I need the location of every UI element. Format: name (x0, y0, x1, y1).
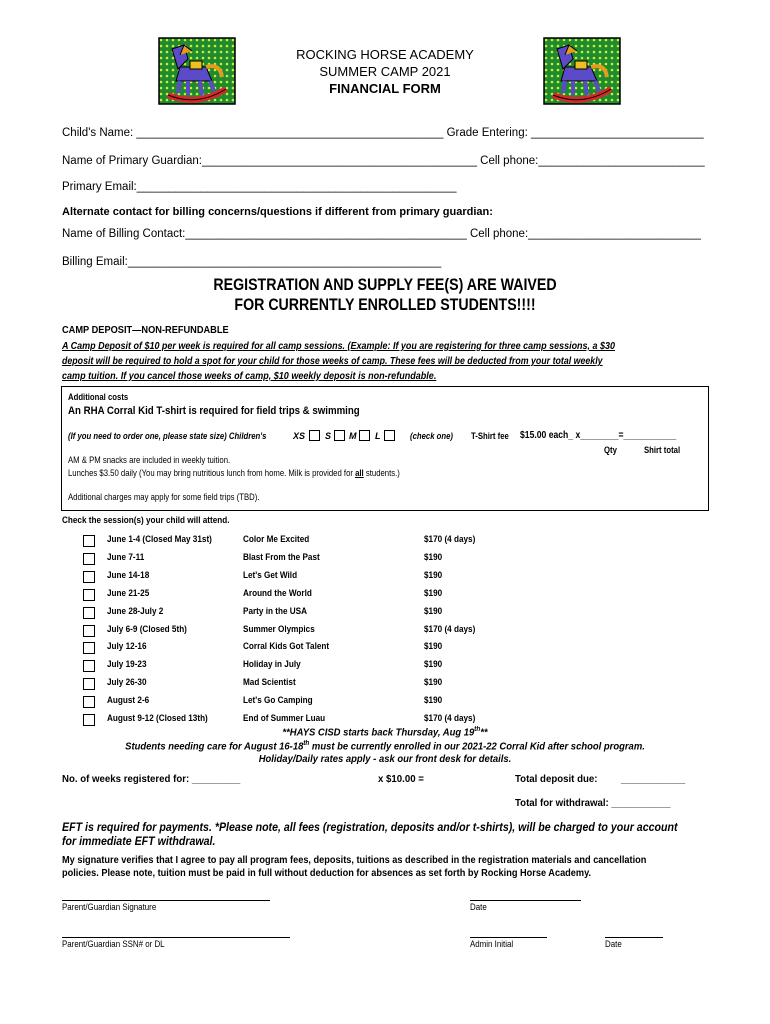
session-dates: July 6-9 (Closed 5th) (107, 624, 187, 635)
session-checkbox[interactable] (83, 553, 95, 565)
lunch-note: Lunches $3.50 daily (You may bring nutritious lunch from home. Milk is provided for all students.) (68, 468, 400, 478)
ssn-label: Parent/Guardian SSN# or DL (62, 939, 165, 949)
school-name: ROCKING HORSE ACADEMY (296, 47, 474, 62)
weeks-registered-field[interactable]: No. of weeks registered for: _________ (62, 773, 241, 785)
size-m-label: M (349, 431, 357, 441)
agreement-line-1: My signature verifies that I agree to pay all program fees, deposits, tuitions as described in the registration materials and cancellation (62, 855, 647, 866)
session-theme: Let's Go Camping (243, 695, 313, 706)
total-withdrawal-field[interactable]: Total for withdrawal: ___________ (515, 797, 671, 809)
session-dates: August 9-12 (Closed 13th) (107, 713, 208, 724)
session-dates: June 28-July 2 (107, 606, 164, 617)
session-theme: Holiday in July (243, 659, 301, 670)
session-price: $190 (424, 588, 443, 599)
session-checkbox[interactable] (83, 642, 95, 654)
session-theme: End of Summer Luau (243, 713, 326, 724)
session-theme: Let's Get Wild (243, 570, 298, 581)
tshirt-order-text: (If you need to order one, please state size) Children's (68, 431, 267, 441)
session-price: $190 (424, 641, 443, 652)
session-dates: June 1-4 (Closed May 31st) (107, 534, 212, 545)
session-checkbox[interactable] (83, 625, 95, 637)
program-name: SUMMER CAMP 2021 (319, 64, 451, 79)
tshirt-fee-line[interactable]: $15.00 each_ x________=___________ (520, 430, 677, 441)
deposit-line-1: A Camp Deposit of $10 per week is required for all camp sessions. (Example: If you are registering for three camp sessions, a $30 (62, 340, 615, 352)
session-checkbox[interactable] (83, 535, 95, 547)
check-one-note: (check one) (410, 431, 454, 441)
session-dates: June 21-25 (107, 588, 150, 599)
size-s-label: S (325, 431, 332, 441)
tshirt-requirement: An RHA Corral Kid T-shirt is required for field trips & swimming (68, 405, 360, 417)
august-note: Students needing care for August 16-18th must be currently enrolled in our 2021-22 Corral Kid after school program. (125, 740, 645, 753)
session-checkbox[interactable] (83, 678, 95, 690)
size-xs-checkbox[interactable] (309, 430, 320, 441)
eft-line-2: for immediate EFT withdrawal. (62, 834, 216, 848)
session-price: $190 (424, 552, 443, 563)
child-name-field[interactable]: Child's Name: ________________________________________________ Grade Entering: ___________________________ (62, 127, 704, 139)
billing-contact-field[interactable]: Name of Billing Contact:____________________________________________ Cell phone:___________________________ (62, 228, 701, 240)
signature-date-line[interactable] (470, 900, 581, 901)
deposit-line-2: deposit will be required to hold a spot for your child for those weeks of camp. These fees will be deducted from your total weekly (62, 355, 603, 367)
session-price: $170 (4 days) (424, 713, 476, 724)
admin-initial-label: Admin Initial (470, 939, 514, 949)
ssn-line[interactable] (62, 937, 290, 938)
primary-email-field[interactable]: Primary Email:__________________________________________________ (62, 181, 457, 193)
session-dates: August 2-6 (107, 695, 150, 706)
session-theme: Mad Scientist (243, 677, 296, 688)
deposit-heading: CAMP DEPOSIT—NON-REFUNDABLE (62, 324, 229, 336)
total-deposit-field[interactable]: ___________ (621, 773, 686, 785)
signature-date-label: Date (470, 902, 487, 912)
session-theme: Summer Olympics (243, 624, 315, 635)
admin-date-line[interactable] (605, 937, 663, 938)
session-checkbox[interactable] (83, 589, 95, 601)
tshirt-fee-label: T-Shirt fee (471, 431, 509, 441)
session-dates: June 14-18 (107, 570, 150, 581)
shirt-total-label: Shirt total (644, 445, 681, 455)
session-theme: Around the World (243, 588, 312, 599)
session-price: $190 (424, 695, 443, 706)
size-s-checkbox[interactable] (334, 430, 345, 441)
session-price: $190 (424, 677, 443, 688)
session-price: $190 (424, 606, 443, 617)
waived-line-2: FOR CURRENTLY ENROLLED STUDENTS!!!! (234, 296, 536, 314)
session-checkbox[interactable] (83, 696, 95, 708)
session-price: $170 (4 days) (424, 624, 476, 635)
session-checkbox[interactable] (83, 660, 95, 672)
session-dates: July 19-23 (107, 659, 147, 670)
session-theme: Party in the USA (243, 606, 308, 617)
session-checkbox[interactable] (83, 714, 95, 726)
session-checkbox[interactable] (83, 571, 95, 583)
size-l-label: L (375, 431, 381, 441)
session-dates: June 7-11 (107, 552, 145, 563)
session-dates: July 26-30 (107, 677, 147, 688)
alternate-contact-heading: Alternate contact for billing concerns/questions if different from primary guardian: (62, 206, 493, 218)
eft-line-1: EFT is required for payments. *Please note, all fees (registration, deposits and/or t-shirts), will be charged to your account (62, 820, 678, 834)
field-trip-note: Additional charges may apply for some field trips (TBD). (68, 492, 260, 502)
session-price: $170 (4 days) (424, 534, 476, 545)
waived-line-1: REGISTRATION AND SUPPLY FEE(S) ARE WAIVED (213, 276, 557, 294)
total-deposit-label: Total deposit due: (515, 773, 598, 785)
size-l-checkbox[interactable] (384, 430, 395, 441)
session-price: $190 (424, 570, 443, 581)
admin-date-label: Date (605, 939, 622, 949)
size-m-checkbox[interactable] (359, 430, 370, 441)
billing-email-field[interactable]: Billing Email:_________________________________________________ (62, 256, 442, 268)
size-xs-label: XS (293, 431, 306, 441)
deposit-line-3: camp tuition. If you cancel those weeks of camp, $10 weekly deposit is non-refundable. (62, 370, 437, 382)
session-dates: July 12-16 (107, 641, 147, 652)
sessions-heading: Check the session(s) your child will attend. (62, 515, 230, 526)
session-theme: Corral Kids Got Talent (243, 641, 330, 652)
session-theme: Color Me Excited (243, 534, 310, 545)
agreement-line-2: policies. Please note, tuition must be paid in full without deduction for absences as set forth by Rocking Horse Academy. (62, 868, 592, 879)
additional-costs-title: Additional costs (68, 392, 129, 402)
session-checkbox[interactable] (83, 607, 95, 619)
parent-signature-label: Parent/Guardian Signature (62, 902, 157, 912)
qty-label: Qty (604, 445, 617, 455)
form-title: FINANCIAL FORM (329, 81, 441, 96)
times-ten: x $10.00 = (378, 773, 424, 785)
hays-note: **HAYS CISD starts back Thursday, Aug 19th** (282, 726, 488, 739)
snacks-note: AM & PM snacks are included in weekly tuition. (68, 455, 231, 465)
parent-signature-line[interactable] (62, 900, 270, 901)
guardian-field[interactable]: Name of Primary Guardian:___________________________________________ Cell phone:__________________________ (62, 155, 705, 167)
session-theme: Blast From the Past (243, 552, 320, 563)
session-price: $190 (424, 659, 443, 670)
admin-initial-line[interactable] (470, 937, 547, 938)
holiday-note: Holiday/Daily rates apply - ask our front desk for details. (258, 753, 512, 765)
